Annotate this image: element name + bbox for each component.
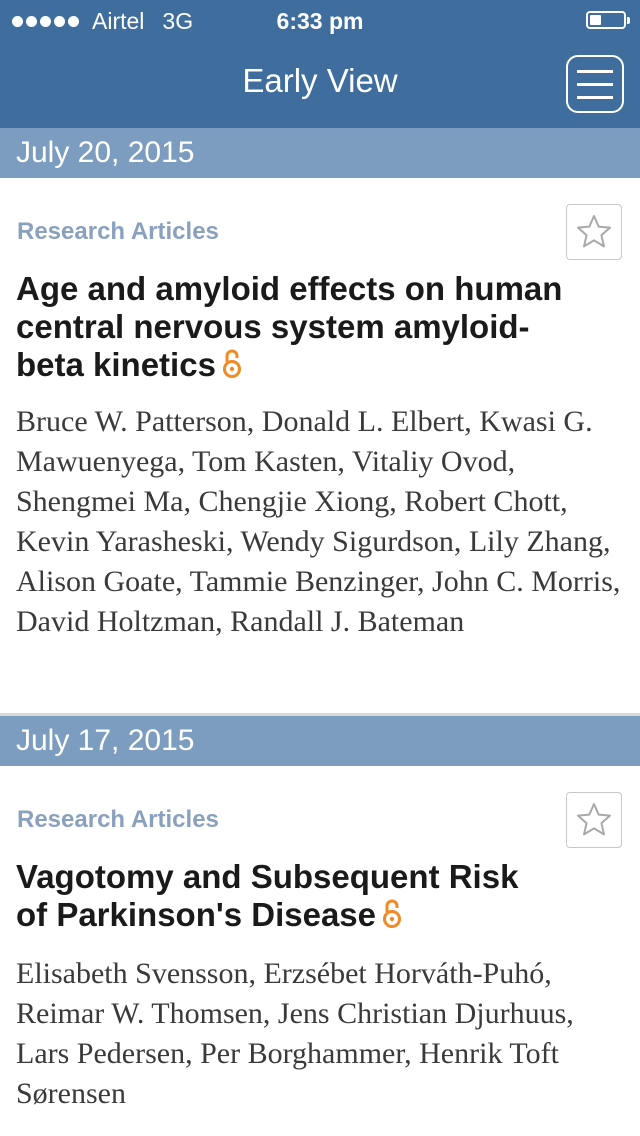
hamburger-menu-icon [577, 83, 613, 86]
date-header: July 17, 2015 [0, 716, 640, 766]
article-title[interactable] [16, 858, 536, 937]
network-type: 3G [162, 8, 194, 34]
favorite-button[interactable] [566, 204, 622, 260]
article-title-text: Age and amyloid effects on human central nervous system amyloid-beta kinetics [16, 270, 563, 383]
battery-nub [627, 17, 630, 24]
article-authors: Bruce W. Patterson, Donald L. Elbert, Kwasi G. Mawuenyega, Tom Kasten, Vitaliy Ovod, Shengmei Ma, Chengjie Xiong, Robert Chott, Kevin Yarasheski, Wendy Sigurdson, Lily Zhang, Alison Goate, Tammie Benzinger, John C. Morris, David Holtzman, Randall J. Bateman [16, 405, 621, 638]
status-time: 6:33 pm [276, 8, 364, 34]
open-access-icon [382, 899, 402, 937]
favorite-button[interactable] [566, 792, 622, 848]
article-title-text: Vagotomy and Subsequent Risk of Parkinson's Disease [16, 858, 519, 933]
article-category: Research Articles [17, 806, 219, 833]
star-icon [574, 800, 614, 840]
page-title: Early View [242, 62, 398, 99]
carrier-name: Airtel [92, 8, 145, 34]
article-item[interactable] [0, 178, 640, 713]
menu-button[interactable] [566, 55, 624, 113]
open-access-icon [222, 349, 242, 387]
hamburger-menu-icon [577, 70, 613, 73]
article-authors: Elisabeth Svensson, Erzsébet Horváth-Puhó, Reimar W. Thomsen, Jens Christian Djurhuus, Lars Pedersen, Per Borghammer, Henrik Toft Sørensen [16, 957, 574, 1110]
star-icon [574, 212, 614, 252]
hamburger-menu-icon [577, 96, 613, 99]
battery-level [590, 15, 601, 25]
status-bar [0, 0, 640, 40]
top-bar [0, 0, 640, 128]
date-header: July 20, 2015 [0, 128, 640, 178]
article-category: Research Articles [17, 218, 219, 245]
article-title[interactable] [16, 270, 576, 387]
article-item[interactable] [0, 766, 640, 1136]
battery-icon [586, 11, 626, 29]
